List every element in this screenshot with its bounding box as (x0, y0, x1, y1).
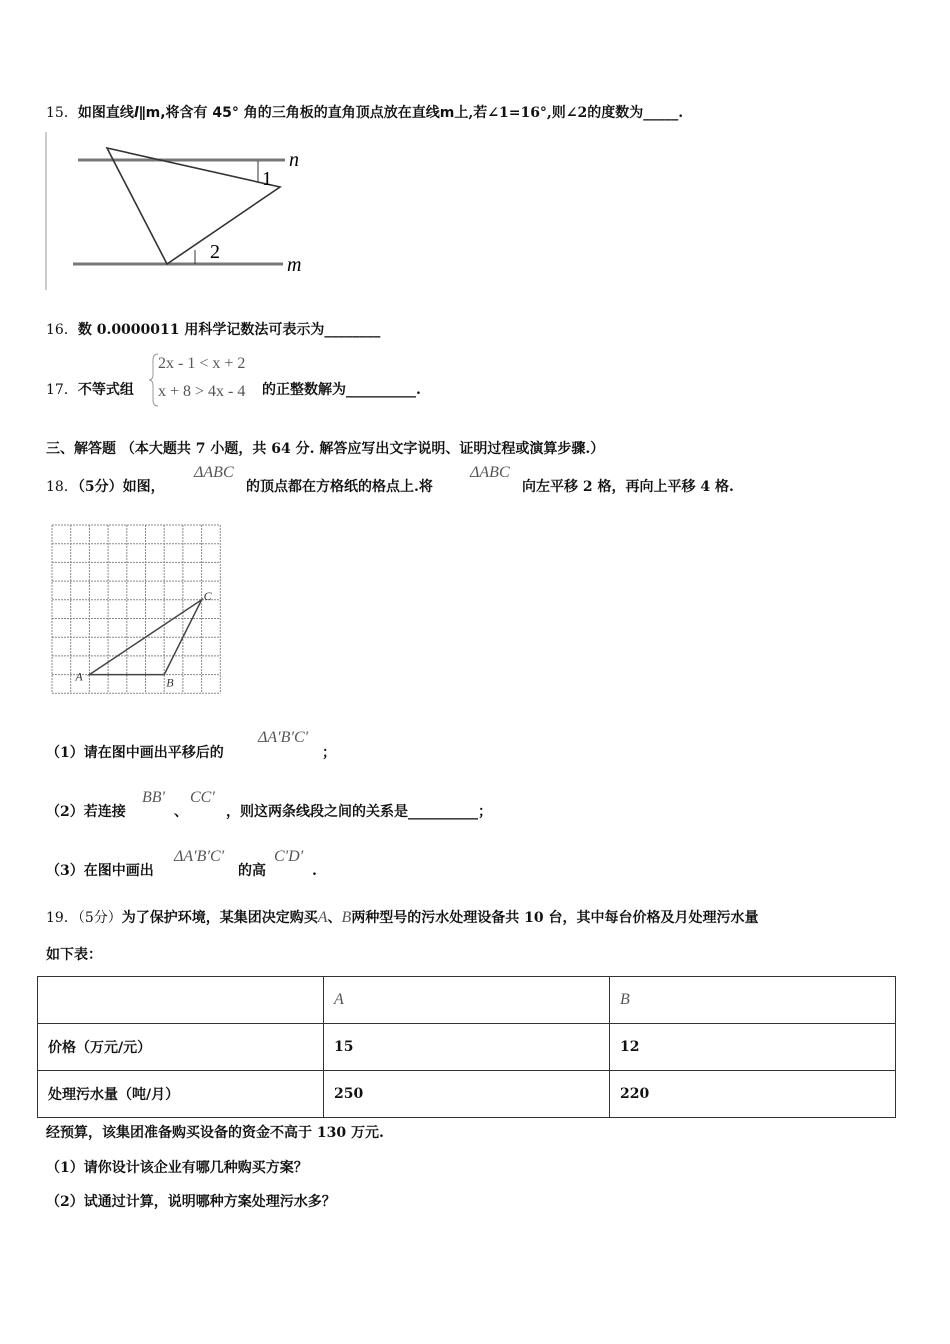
q15-number: 15． (46, 105, 78, 121)
q18-text-b: 向左平移 2 格，再向上平移 4 格. (522, 479, 734, 495)
q19-part-1: （1）请你设计该企业有哪几种购买方案？ (46, 1160, 308, 1176)
q17-end: . (416, 382, 421, 398)
table-header-row (38, 977, 896, 1024)
table-header-a: A (324, 977, 610, 1024)
table-row (38, 1024, 896, 1071)
q16-answer-blank[interactable]: ________ (324, 322, 381, 338)
q18-part-1 (46, 744, 224, 762)
p2-sep: 、 (174, 804, 188, 820)
table-cell: 价格（万元/元） (38, 1024, 324, 1071)
table-cell: 处理污水量（吨/月） (38, 1071, 324, 1118)
q15-end: . (678, 105, 684, 121)
p2-answer-blank[interactable]: __________ (408, 804, 478, 820)
q18-score: （5分）如图， (77, 479, 165, 495)
q17-text: 不等式组 (77, 382, 134, 398)
p2-end: ； (478, 804, 492, 820)
p3-math-cd: C′D′ (274, 848, 304, 865)
q18-part-2 (46, 803, 126, 821)
q15-text-b: m,将含有 (145, 105, 208, 121)
q18-text-a: 的顶点都在方格纸的格点上.将 (246, 479, 433, 495)
p3-label: （3）在图中画出 (46, 863, 154, 879)
p2-math-bb: BB′ (142, 789, 166, 806)
section-3-heading (46, 440, 604, 458)
question-17 (46, 381, 134, 399)
q16-text: 数 0.0000011 用科学记数法可表示为 (77, 322, 325, 338)
triangle-abc-math: ΔABC (194, 464, 234, 481)
q17-answer-blank[interactable]: __________ (346, 382, 416, 398)
q19-budget: 经预算，该集团准备购买设备的资金不高于 130 万元. (46, 1125, 384, 1141)
section-title: 三、解答题 (46, 441, 116, 457)
question-18 (46, 478, 165, 496)
p1-math: ΔA′B′C′ (258, 729, 309, 746)
q19-text-a: 为了保护环境，某集团决定购买 (121, 910, 318, 926)
triangle-abc-math-2: ΔABC (470, 464, 510, 481)
q15-m: m (439, 105, 455, 121)
question-19 (46, 909, 759, 927)
q19-text-b: 两种型号的污水处理设备共 10 台，其中每台价格及月处理污水量 (351, 910, 759, 926)
inequality-1: 2x - 1 < x + 2 (158, 355, 246, 372)
p1-end: ； (322, 745, 336, 761)
q19-sep: 、 (327, 910, 342, 926)
q17-number: 17． (46, 382, 78, 398)
line-m-label: m (287, 254, 302, 276)
table-cell: 12 (610, 1024, 896, 1071)
question-16 (46, 321, 380, 339)
table-cell: 15 (324, 1024, 610, 1071)
q18-number: 18． (46, 479, 78, 495)
angle-2-label: 2 (210, 241, 220, 263)
line-n-label: n (289, 149, 299, 171)
table-header-b: B (610, 977, 896, 1024)
p3-text: 的高 (238, 863, 266, 879)
q17-tail (262, 381, 421, 399)
q15-par: ∥ (138, 105, 146, 121)
q19-text-c: 如下表： (46, 947, 102, 963)
q15-answer-blank[interactable]: _____ (643, 105, 679, 121)
q15-deg: 45° (212, 105, 239, 121)
q15-text-c: 角的三角板的直角顶点放在直线 (243, 105, 440, 121)
angle-1-label: 1 (262, 168, 272, 190)
table-cell (38, 977, 324, 1024)
q15-text: 如图直线 (77, 105, 134, 121)
table-row (38, 1071, 896, 1118)
p2-math-cc: CC′ (190, 789, 215, 806)
vertex-label-a: A (75, 669, 83, 684)
q18-part-3 (46, 862, 154, 880)
section-desc: （本大题共 7 小题，共 64 分. 解答应写出文字说明、证明过程或演算步骤.） (120, 441, 605, 457)
table-cell: 220 (610, 1071, 896, 1118)
inequality-2: x + 8 > 4x - 4 (158, 383, 246, 400)
q19-part-2: （2）试通过计算，说明哪种方案处理污水多？ (46, 1194, 336, 1210)
p2-tail (226, 803, 492, 821)
q15-figure (0, 0, 330, 300)
q15-text-d: 上,若∠1=16°,则∠2的度数为 (454, 105, 644, 121)
q15-l: l (133, 105, 139, 121)
vertex-label-b: B (166, 675, 174, 690)
q19-number: 19． (46, 910, 78, 926)
q16-number: 16． (46, 322, 78, 338)
p3-end: . (312, 863, 317, 879)
q19-table (37, 976, 896, 1118)
q19-a: A (317, 909, 328, 926)
p2-text: ，则这两条线段之间的关系是 (226, 804, 408, 820)
p1-label: （1）请在图中画出平移后的 (46, 745, 224, 761)
q19-score: （5分） (77, 910, 122, 926)
p3-math: ΔA′B′C′ (174, 848, 225, 865)
vertex-label-c: C (203, 588, 212, 603)
q17-text-b: 的正整数解为 (262, 382, 346, 398)
q18-grid-figure[interactable] (45, 518, 230, 703)
q19-b: B (341, 909, 352, 926)
p2-label: （2）若连接 (46, 804, 126, 820)
table-cell: 250 (324, 1071, 610, 1118)
